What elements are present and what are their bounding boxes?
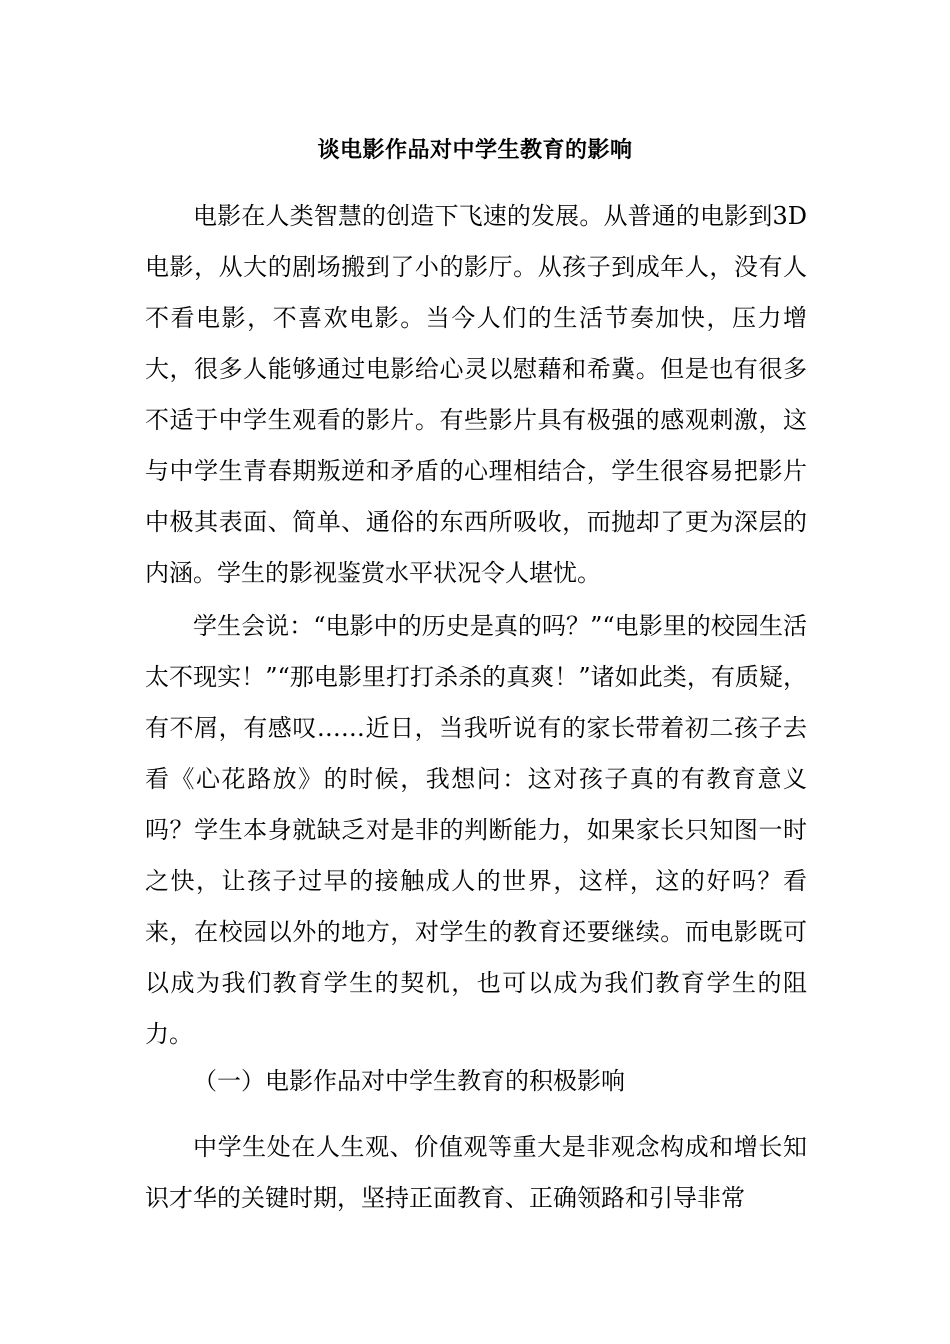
section-heading: （一）电影作品对中学生教育的积极影响 — [193, 1067, 625, 1095]
document-title: 谈电影作品对中学生教育的影响 — [317, 137, 633, 163]
paragraph-students: 学生会说：“电影中的历史是真的吗？”“电影里的校园生活太不现实！”“那电影里打打杀杀的真爽！”诸如此类，有质疑，有不屑，有感叹……近日，当我听说有的家长带着初二孩子去看《心花路放》的时候，我想问：这对孩子真的有教育意义吗？学生本身就缺乏对是非的判断能力，如果家长只知图一时之快，让孩子过早的接触成人的世界，这样，这的好吗？看来，在校园以外的地方，对学生的教育还要继续。而电影既可以成为我们教育学生的契机，也可以成为我们教育学生的阻力。 — [145, 612, 807, 1048]
paragraph-section-body: 中学生处在人生观、价值观等重大是非观念构成和增长知识才华的关键时期，坚持正面教育、正确领路和引导非常 — [145, 1133, 807, 1212]
paragraph-intro: 电影在人类智慧的创造下飞速的发展。从普通的电影到3D电影，从大的剧场搬到了小的影厅。从孩子到成年人，没有人不看电影，不喜欢电影。当今人们的生活节奏加快，压力增大，很多人能够通过电影给心灵以慰藉和希冀。但是也有很多不适于中学生观看的影片。有些影片具有极强的感观刺激，这与中学生青春期叛逆和矛盾的心理相结合，学生很容易把影片中极其表面、简单、通俗的东西所吸收，而抛却了更为深层的内涵。学生的影视鉴赏水平状况令人堪忧。 — [145, 202, 807, 587]
